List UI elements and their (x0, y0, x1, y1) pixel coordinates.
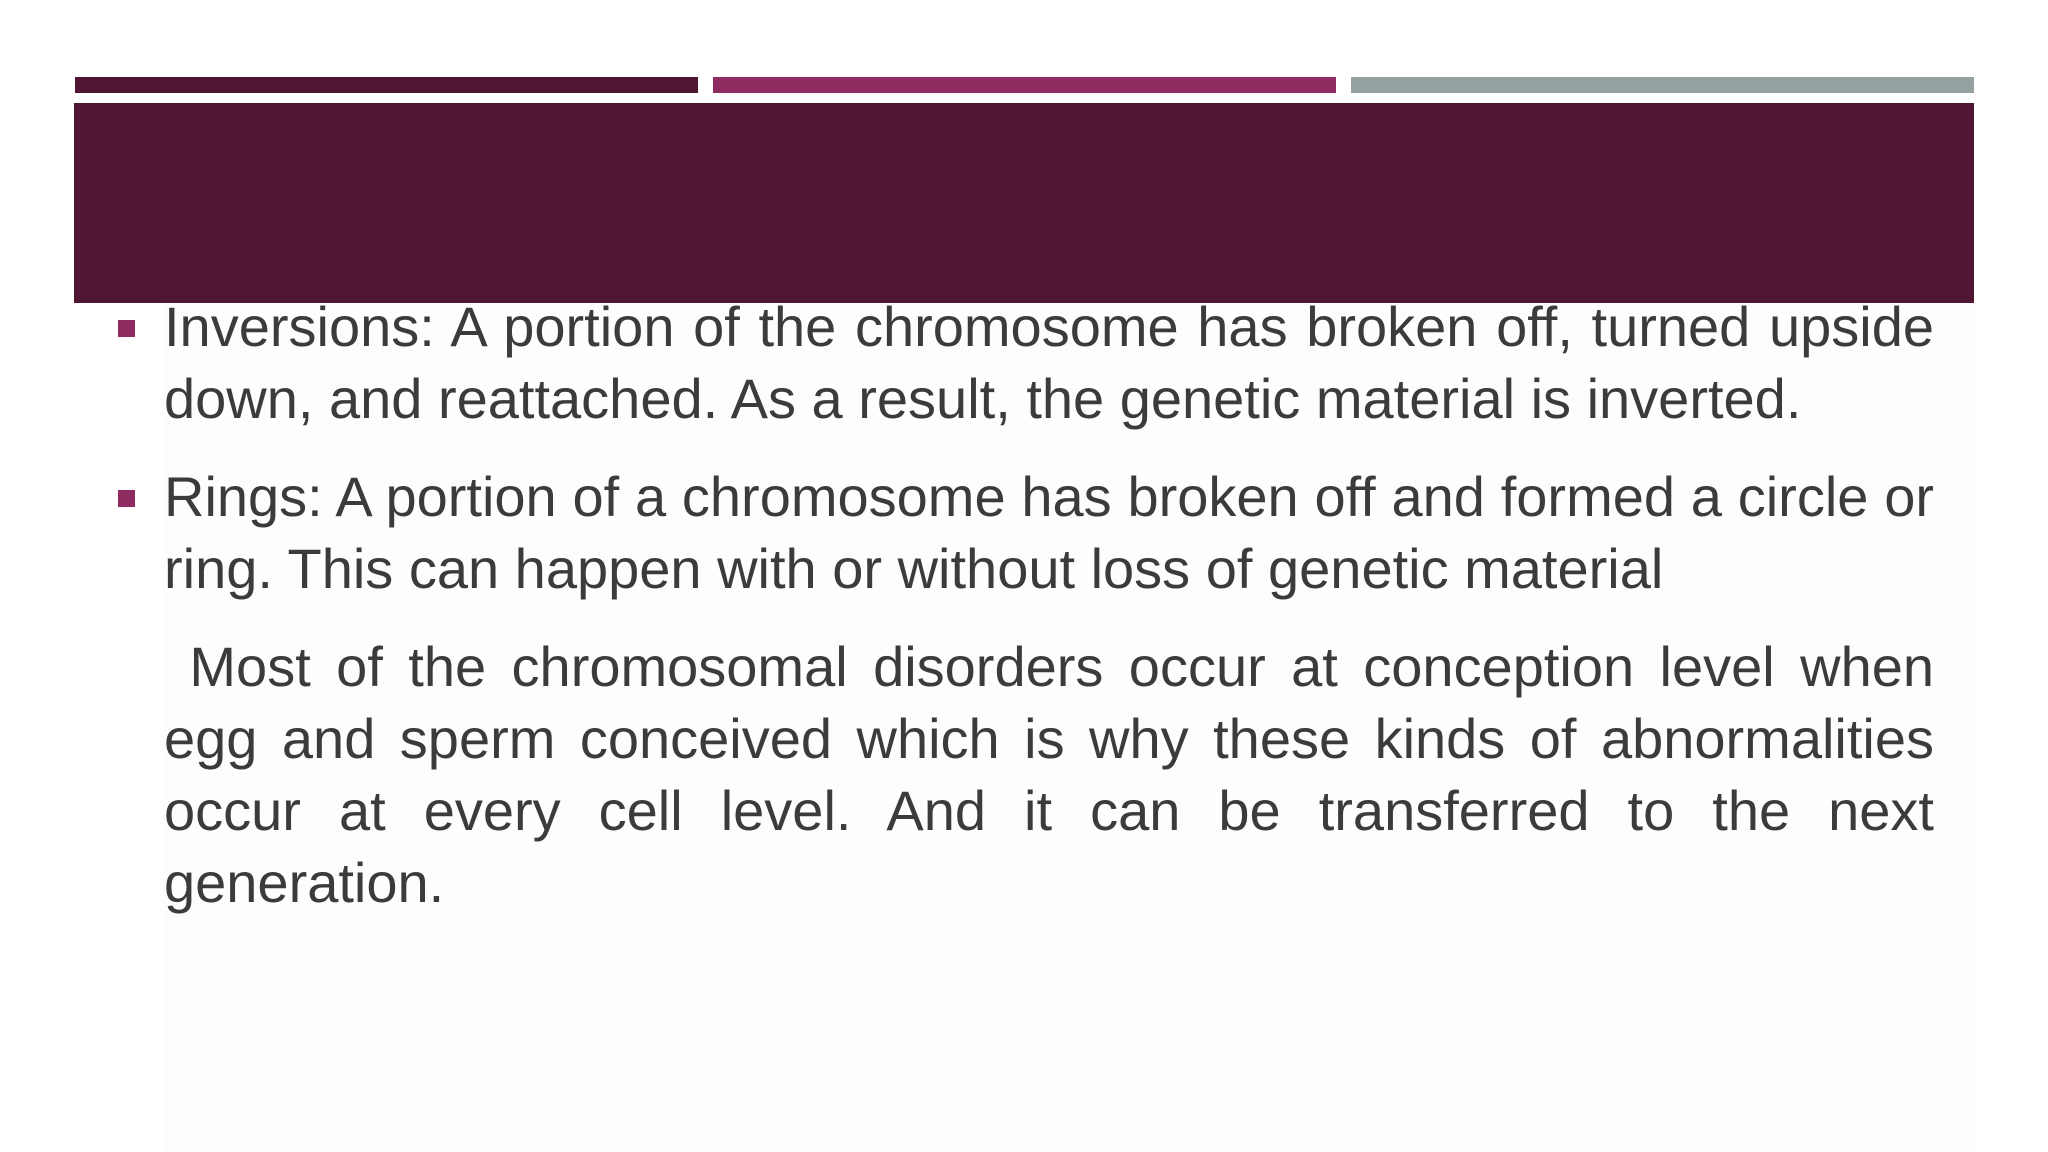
paragraph-text: Most of the chromosomal disorders occur at conception level when egg and sperm conceived which is why these kinds of abnormalities occur at every cell level. And it can be transferred to the next generation. (164, 635, 1934, 914)
accent-bar-gray (1351, 77, 1974, 93)
body-paragraph (164, 631, 1934, 919)
square-bullet-icon (118, 320, 135, 337)
accent-bar-magenta (713, 77, 1336, 93)
bullet-text: Inversions: A portion of the chromosome has broken off, turned upside down, and reattached. As a result, the genetic material is inverted. (164, 295, 1934, 430)
bullet-text: Rings: A portion of a chromosome has broken off and formed a circle or ring. This can happen with or without loss of genetic material (164, 465, 1934, 600)
bullet-item-inversions (164, 291, 1934, 435)
title-band (74, 103, 1974, 303)
slide-body (164, 291, 1934, 919)
bullet-item-rings (164, 461, 1934, 605)
square-bullet-icon (118, 490, 135, 507)
accent-bar-dark (75, 77, 698, 93)
